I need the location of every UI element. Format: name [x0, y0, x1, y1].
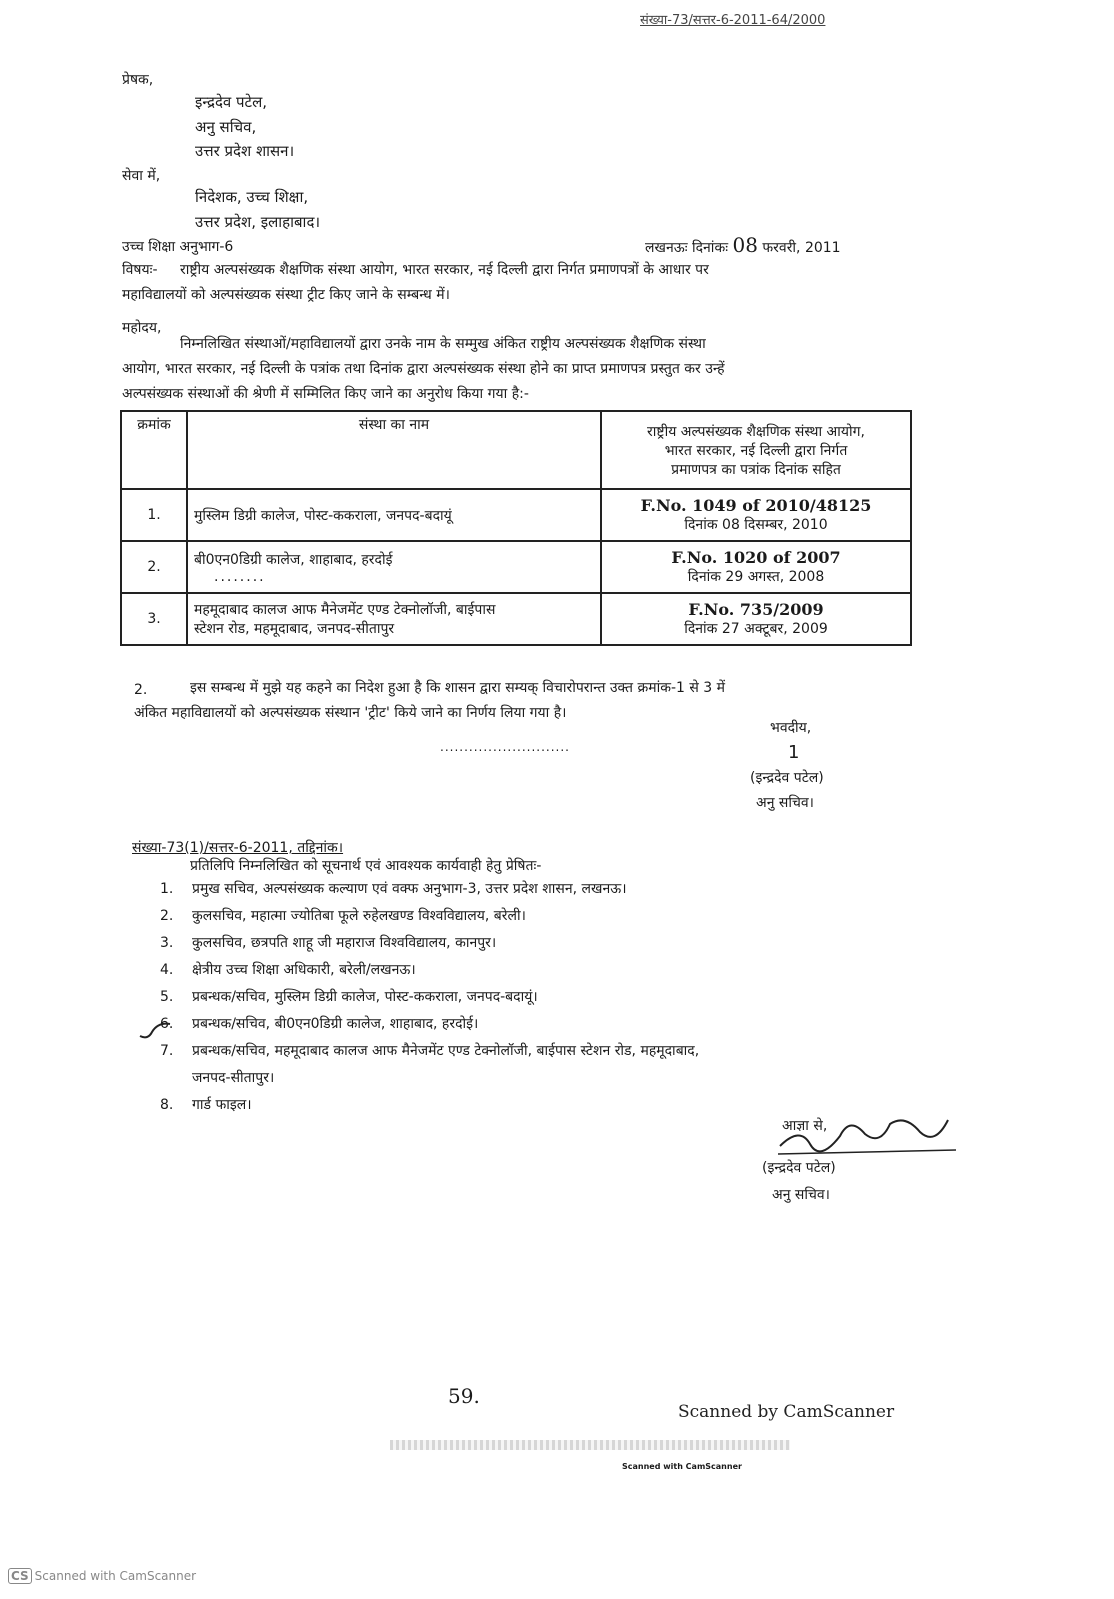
- initial-mark: 1: [788, 742, 800, 763]
- letter-page: संख्या-73/सत्तर-6-2011-64/2000 प्रेषक, इन्द्रदेव पटेल, अनु सचिव, उत्तर प्रदेश शासन। सेवा में, निदेशक, उच्च शिक्षा, उत्तर प्रदेश, इलाहाबाद। उच्च शिक्षा अनुभाग-6 लखनऊः दिनांकः 08 फरवरी, 2011 विषयः- राष्ट्रीय अल्पसंख्यक शैक्षणिक संस्था आयोग, भारत सरकार, नई दिल्ली द्वारा निर्गत प्रमाणपत्रों के आधार पर महाविद्यालयों को अल्पसंख्यक संस्था ट्रीट किए जाने के सम्बन्ध में। महोदय, निम्नलिखित संस्थाओं/महाविद्यालयों द्वारा उनके नाम के सम्मुख अंकित राष्ट्रीय अल्पसंख्यक शैक्षणिक संस्था आयोग, भारत सरकार, नई दिल्ली के पत्रांक तथा दिनांक द्वारा अल्पसंख्यक संस्था होने का प्राप्त प्रमाणपत्र प्रस्तुत कर उन्हें अल्पसंख्यक संस्थाओं की श्रेणी में सम्मिलित किए जाने का अनुरोध किया गया है:- क्रमांक संस्था का नाम राष्ट्रीय अल्पसंख्यक शैक्षणिक संस्था आयोग, भारत सरकार, नई दिल्ली द्वारा निर्गत प्रमाणपत्र का पत्रांक दिनांक सहित 1. मुस्लिम डिग्री कालेज, पोस्ट-ककराला, जनपद-बदायूं F.No. 1049 of 2010/48125 दिनांक 08 दिसम्बर, 2010 2. बी0एन0डिग्री कालेज, शाहाबाद, हरदोई ........ F.No. 1020 of 2007 दिनांक 29 अगस्त, 2008 3. महमूदाबाद कालज आफ मैनेजमेंट एण्ड टेक्नोलॉजी, बाईपास स्टेशन रोड, महमूदाबाद, जनपद-सीतापुर F.No. 735/2009 दिनांक 27 अक्टूबर, 2009 2. इस सम्बन्ध में मुझे यह कहने का निदेश हुआ है कि शासन द्वारा सम्यक् विचारोपरान्त उक्त क्रमांक-1 से 3 में अंकित महाविद्यालयों को अल्पसंख्यक संस्थान 'ट्रीट' किये जाने का निर्णय लिया गया है। भवदीय, ........................... 1 (इन्द्रदेव पटेल) अनु सचिव। संख्या-73(1)/सत्तर-6-2011, तद्दिनांक। प्रतिलिपि निम्नलिखित को सूचनार्थ एवं आवश्यक कार्यवाही हेतु प्रेषितः- 1. प्रमुख सचिव, अल्पसंख्यक कल्याण एवं वक्फ अनुभाग-3, उत्तर प्रदेश शासन, लखनऊ। 2. कुलसचिव, महात्मा ज्योतिबा फूले रुहेलखण्ड विश्वविद्यालय, बरेली। 3. कुलसचिव, छत्रपति शाहू जी महाराज विश्वविद्यालय, कानपुर। 4. क्षेत्रीय उच्च शिक्षा अधिकारी, बरेली/लखनऊ। 5. प्रबन्धक/सचिव, मुस्लिम डिग्री कालेज, पोस्ट-ककराला, जनपद-बदायूं। 6. प्रबन्धक/सचिव, बी0एन0डिग्री कालेज, शाहाबाद, हरदोई। 7. प्रबन्धक/सचिव, महमूदाबाद कालज आफ मैनेजमेंट एण्ड टेक्नोलॉजी, बाईपास स्टेशन रोड, महमूदाबाद, जनपद-सीतापुर। 8. गार्ड फाइल। आज्ञा से, (इन्द्रदेव पटेल) अनु सचिव। 59. Scanned by CamScanner Scanned with CamScanner CS Scanned with CamScanner: [0, 0, 1114, 1599]
- subject-line-1: राष्ट्रीय अल्पसंख्यक शैक्षणिक संस्था आयोग, भारत सरकार, नई दिल्ली द्वारा निर्गत प्रमाणपत्रों के आधार पर: [180, 262, 709, 278]
- camscanner-logo-icon: CS: [8, 1568, 32, 1584]
- row-serial: 2.: [121, 541, 187, 593]
- camscanner-small-text: Scanned with CamScanner: [622, 1462, 742, 1471]
- row-certificate: F.No. 1020 of 2007 दिनांक 29 अगस्त, 2008: [601, 541, 911, 593]
- recipient-name: निदेशक, उच्च शिक्षा,: [195, 188, 309, 206]
- header-serial: क्रमांक: [121, 411, 187, 489]
- para1-line-3: अल्पसंख्यक संस्थाओं की श्रेणी में सम्मिलित किए जाने का अनुरोध किया गया है:-: [122, 386, 529, 402]
- tick-mark-icon: [138, 1020, 172, 1042]
- para2-number: 2.: [134, 682, 148, 698]
- camscanner-watermark: Scanned by CamScanner: [678, 1402, 895, 1422]
- sender-name: इन्द्रदेव पटेल,: [195, 93, 268, 111]
- recipient-address: उत्तर प्रदेश, इलाहाबाद।: [195, 213, 321, 231]
- subject-label: विषयः-: [122, 262, 158, 278]
- date-day-handwritten: 08: [732, 233, 758, 257]
- para2-line-1: इस सम्बन्ध में मुझे यह कहने का निदेश हुआ है कि शासन द्वारा सम्यक् विचारोपरान्त उक्त क्रमांक-1 से 3 में: [190, 680, 726, 696]
- section-name: उच्च शिक्षा अनुभाग-6: [122, 239, 234, 255]
- scan-noise-strip: [390, 1440, 790, 1450]
- institutions-table: [120, 410, 912, 646]
- para2-line-2: अंकित महाविद्यालयों को अल्पसंख्यक संस्थान 'ट्रीट' किये जाने का निर्णय लिया गया है।: [134, 705, 567, 721]
- sender-designation: अनु सचिव,: [195, 118, 257, 136]
- table-row: [121, 541, 911, 593]
- row-institution-name: मुस्लिम डिग्री कालेज, पोस्ट-ककराला, जनपद-बदायूं: [187, 489, 601, 541]
- header-certificate: राष्ट्रीय अल्पसंख्यक शैक्षणिक संस्था आयोग, भारत सरकार, नई दिल्ली द्वारा निर्गत प्रमाणपत्र का पत्रांक दिनांक सहित: [601, 411, 911, 489]
- camscanner-footer: CS Scanned with CamScanner: [8, 1568, 196, 1584]
- page-number: 59.: [448, 1384, 480, 1408]
- para1-line-2: आयोग, भारत सरकार, नई दिल्ली के पत्रांक तथा दिनांक द्वारा अल्पसंख्यक संस्था होने का प्राप्त प्रमाणपत्र प्रस्तुत कर उन्हें: [122, 361, 725, 377]
- sender-office: उत्तर प्रदेश शासन।: [195, 142, 295, 160]
- order-closing-designation: अनु सचिव।: [772, 1187, 830, 1203]
- table-row: [121, 593, 911, 645]
- order-closing-name: (इन्द्रदेव पटेल): [762, 1160, 836, 1176]
- row-certificate: F.No. 1049 of 2010/48125 दिनांक 08 दिसम्बर, 2010: [601, 489, 911, 541]
- closing-name: (इन्द्रदेव पटेल): [750, 770, 824, 786]
- dotted-line: ...........................: [440, 740, 570, 754]
- endorsement-intro: प्रतिलिपि निम्नलिखित को सूचनार्थ एवं आवश्यक कार्यवाही हेतु प्रेषितः-: [190, 858, 542, 874]
- place-date: लखनऊः दिनांकः 08 फरवरी, 2011: [645, 233, 841, 257]
- closing-yours: भवदीय,: [770, 720, 812, 736]
- by-order-text: आज्ञा से,: [782, 1118, 828, 1134]
- salutation: महोदय,: [122, 320, 162, 336]
- endorsement-reference: संख्या-73(1)/सत्तर-6-2011, तद्दिनांक।: [132, 840, 344, 856]
- table-row: [121, 489, 911, 541]
- recipient-label: सेवा में,: [122, 168, 161, 184]
- closing-designation: अनु सचिव।: [756, 795, 814, 811]
- subject-line-2: महाविद्यालयों को अल्पसंख्यक संस्था ट्रीट किए जाने के सम्बन्ध में।: [122, 287, 450, 303]
- signature: [770, 1106, 960, 1166]
- sender-label: प्रेषक,: [122, 72, 154, 88]
- reference-number-top: संख्या-73/सत्तर-6-2011-64/2000: [640, 13, 826, 28]
- row-serial: 3.: [121, 593, 187, 645]
- row-serial: 1.: [121, 489, 187, 541]
- row-institution-name: महमूदाबाद कालज आफ मैनेजमेंट एण्ड टेक्नोलॉजी, बाईपास स्टेशन रोड, महमूदाबाद, जनपद-सीतापुर: [187, 593, 601, 645]
- table-header-row: [121, 411, 911, 489]
- para1-line-1: निम्नलिखित संस्थाओं/महाविद्यालयों द्वारा उनके नाम के सम्मुख अंकित राष्ट्रीय अल्पसंख्यक शैक्षणिक संस्था: [180, 336, 706, 352]
- header-institution-name: संस्था का नाम: [187, 411, 601, 489]
- row-institution-name: बी0एन0डिग्री कालेज, शाहाबाद, हरदोई ........: [187, 541, 601, 593]
- row-certificate: F.No. 735/2009 दिनांक 27 अक्टूबर, 2009: [601, 593, 911, 645]
